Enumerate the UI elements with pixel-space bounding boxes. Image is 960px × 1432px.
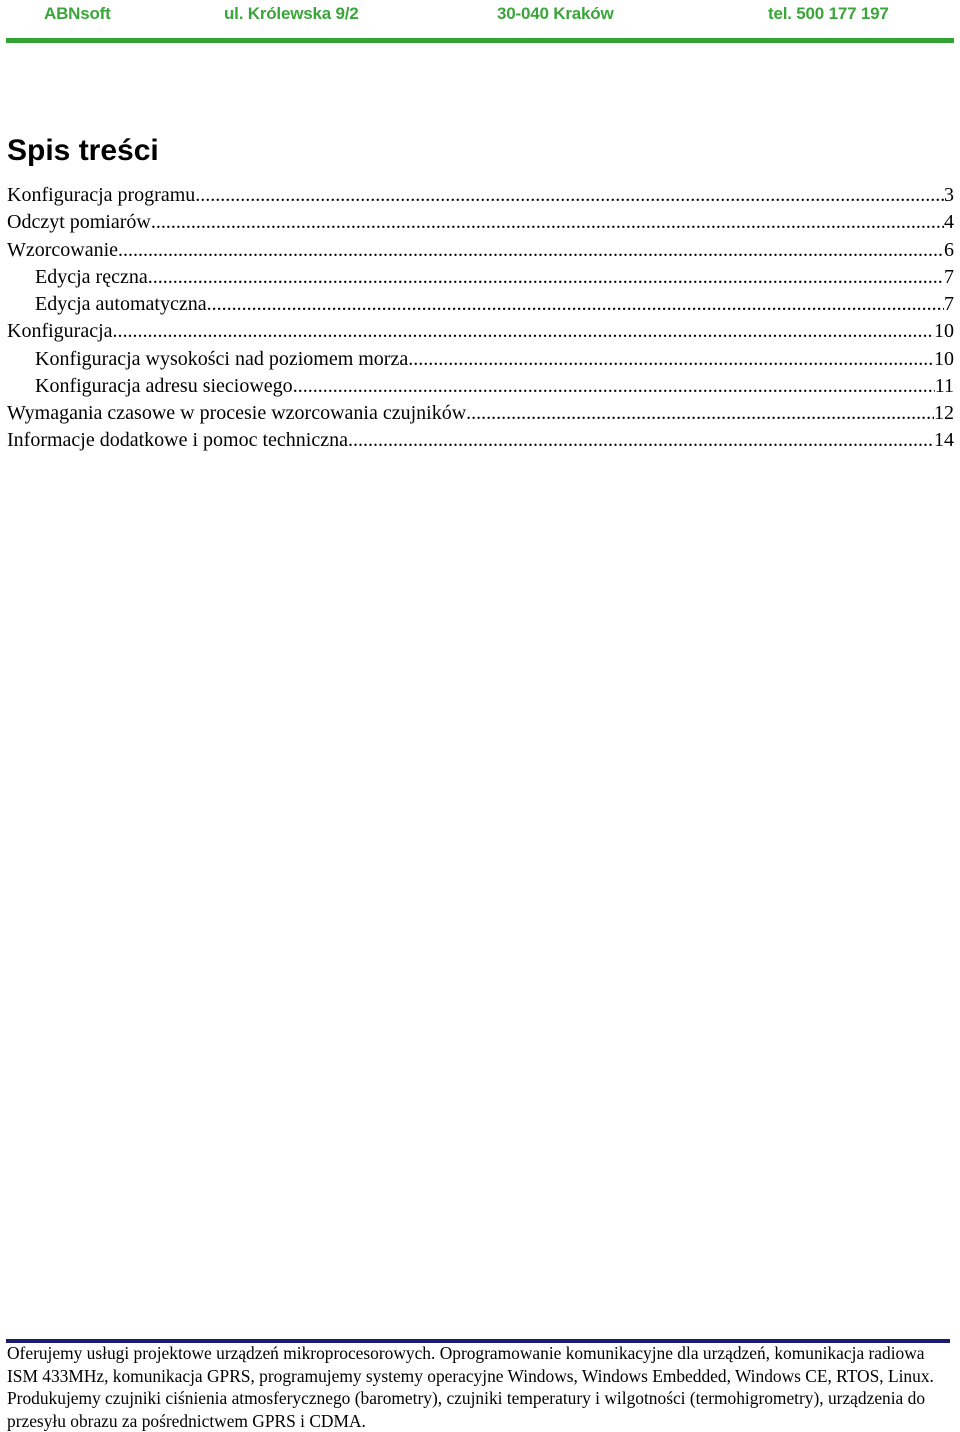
- toc-dot-leader: [348, 427, 934, 454]
- toc-entry[interactable]: [7, 182, 954, 209]
- header-divider: [6, 38, 954, 43]
- toc-entry-label: Edycja automatyczna: [35, 293, 207, 315]
- toc-entry-label: Wymagania czasowe w procesie wzorcowania czujników: [7, 402, 467, 424]
- toc-entry-label: Konfiguracja: [7, 320, 113, 343]
- company-name: ABNsoft: [44, 4, 111, 23]
- footer-text: Oferujemy usługi projektowe urządzeń mikroprocesorowych. Oprogramowanie komunikacyjne dla urządzeń, komunikacja radiowa ISM 433MHz, komunikacja GPRS, programujemy systemy operacyjne Windows, Windows Embedded, Windows CE, RTOS, Linux. Produkujemy czujniki ciśnienia atmosferycznego (barometry), czujniki temperatury i wilgotności (termohigrometry), urządzenia do przesyłu obrazu za pośrednictwem GPRS i CDMA.: [7, 1343, 934, 1431]
- toc-entry-page: 7: [944, 265, 954, 288]
- page-header: [0, 0, 960, 46]
- toc-entry[interactable]: [7, 373, 954, 400]
- toc-entry-label: Edycja ręczna: [35, 265, 148, 288]
- toc-entry-page: 3: [944, 184, 954, 206]
- toc-dot-leader: [195, 182, 944, 209]
- toc-entry-label: Odczyt pomiarów: [7, 211, 151, 234]
- toc-dot-leader: [207, 291, 944, 318]
- toc-dot-leader: [118, 237, 944, 264]
- toc-dot-leader: [148, 264, 944, 291]
- company-phone: tel. 500 177 197: [768, 4, 889, 23]
- toc-entry[interactable]: [7, 209, 954, 236]
- toc-entry-page: 14: [934, 429, 954, 452]
- toc-entry[interactable]: [7, 346, 954, 373]
- toc-entry[interactable]: [7, 400, 954, 427]
- toc-dot-leader: [113, 318, 934, 345]
- toc-entry[interactable]: [7, 291, 954, 318]
- toc-dot-leader: [408, 346, 934, 373]
- toc-dot-leader: [466, 400, 934, 427]
- company-city: 30-040 Kraków: [497, 4, 614, 23]
- table-of-contents: [7, 182, 954, 455]
- toc-entry-page: 10: [934, 320, 954, 343]
- toc-entry-page: 4: [944, 211, 954, 234]
- toc-entry-page: 10: [934, 347, 954, 370]
- toc-dot-leader: [151, 209, 944, 236]
- toc-entry-label: Konfiguracja wysokości nad poziomem morza: [35, 347, 409, 370]
- toc-entry[interactable]: [7, 237, 954, 264]
- toc-entry-label: Konfiguracja adresu sieciowego: [35, 374, 293, 397]
- toc-entry-label: Wzorcowanie: [7, 238, 119, 261]
- toc-entry[interactable]: [7, 264, 954, 291]
- toc-title: Spis treści: [7, 134, 159, 167]
- toc-entry-label: Informacje dodatkowe i pomoc techniczna: [7, 429, 348, 452]
- toc-dot-leader: [293, 373, 935, 400]
- toc-entry[interactable]: [7, 427, 954, 454]
- company-street: ul. Królewska 9/2: [224, 4, 359, 23]
- toc-entry-page: 6: [944, 238, 954, 261]
- toc-entry-page: 11: [934, 374, 954, 397]
- toc-entry-page: 12: [934, 402, 954, 424]
- toc-entry-label: Konfiguracja programu: [7, 184, 196, 206]
- toc-entry-page: 7: [944, 293, 954, 315]
- toc-entry[interactable]: [7, 318, 954, 345]
